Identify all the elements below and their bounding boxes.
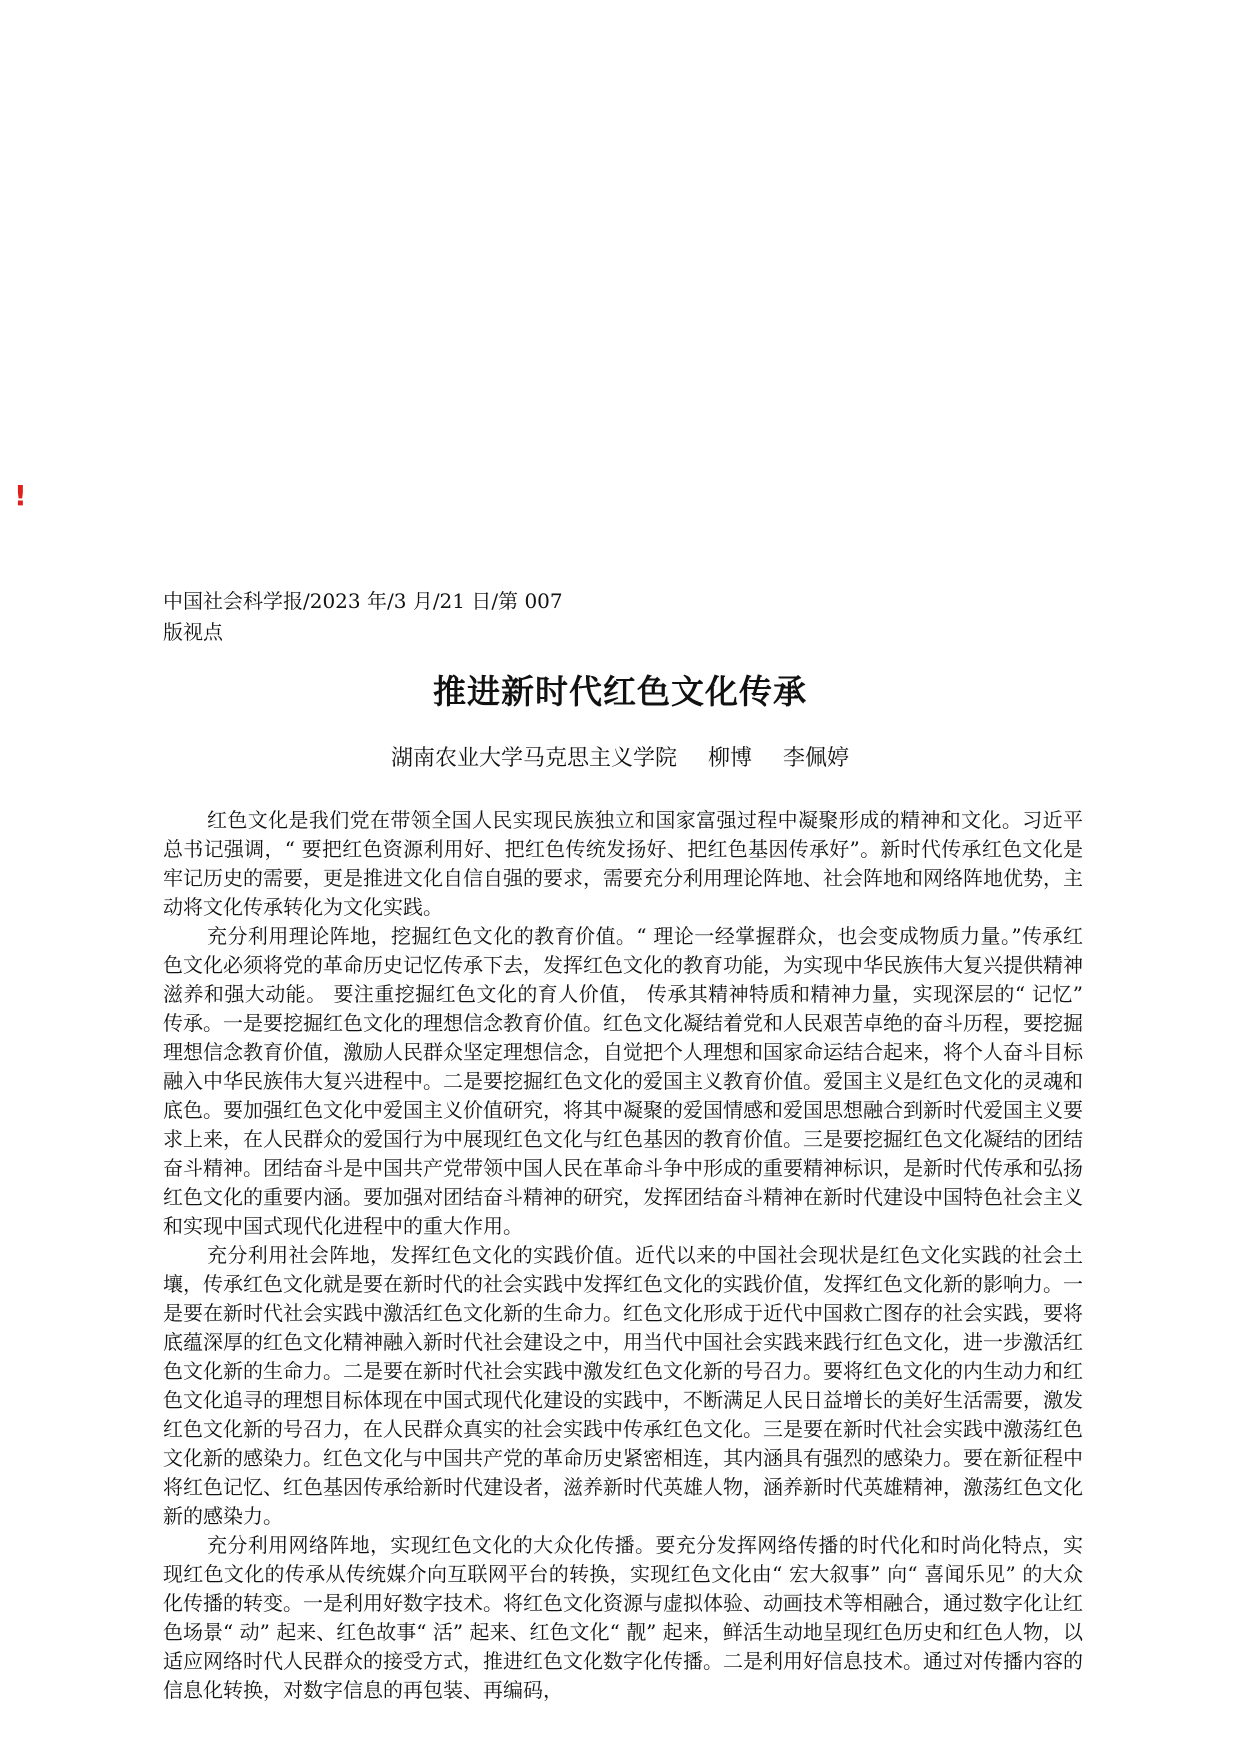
red-exclamation-mark: ! [14,479,27,512]
paragraph: 红色文化是我们党在带领全国人民实现民族独立和国家富强过程中凝聚形成的精神和文化。习近平总书记强调，“ 要把红色资源利用好、把红色传统发扬好、把红色基因传承好”。新时代传承红色文化是牢记历史的需要，更是推进文化自信自强的要求，需要充分利用理论阵地、社会阵地和网络阵地优势，主动将文化传承转化为文化实践。 [163,808,1083,919]
article-title: 推进新时代红色文化传承 [433,672,807,711]
author-name: 李佩婷 [783,746,850,771]
author-name: 柳博 [707,746,752,771]
byline [0,743,1240,775]
paragraph: 充分利用理论阵地，挖掘红色文化的教育价值。“ 理论一经掌握群众，也会变成物质力量。”传承红色文化必须将党的革命历史记忆传承下去，发挥红色文化的教育功能，为实现中华民族伟大复兴提供精神滋养和强大动能。 要注重挖掘红色文化的育人价值， 传承其精神特质和精神力量，实现深层的“ 记忆” 传承。一是要挖掘红色文化的理想信念教育价值。红色文化凝结着党和人民艰苦卓绝的奋斗历程，要挖掘理想信念教育价值，激励人民群众坚定理想信念，自觉把个人理想和国家命运结合起来，将个人奋斗目标融入中华民族伟大复兴进程中。二是要挖掘红色文化的爱国主义教育价值。爱国主义是红色文化的灵魂和底色。要加强红色文化中爱国主义价值研究，将其中凝聚的爱国情感和爱国思想融合到新时代爱国主义要求上来，在人民群众的爱国行为中展现红色文化与红色基因的教育价值。三是要挖掘红色文化凝结的团结奋斗精神。团结奋斗是中国共产党带领中国人民在革命斗争中形成的重要精神标识，是新时代传承和弘扬红色文化的重要内涵。要加强对团结奋斗精神的研究，发挥团结奋斗精神在新时代建设中国特色社会主义和实现中国式现代化进程中的重大作用。 [163,924,1083,1238]
author-affiliation: 湖南农业大学马克思主义学院 [390,746,677,771]
source-line-1: 中国社会科学报/2023 年/3 月/21 日/第 007 [163,589,563,613]
article-body [163,806,1083,1705]
source-citation [163,586,583,648]
paragraph: 充分利用社会阵地，发挥红色文化的实践价值。近代以来的中国社会现状是红色文化实践的社会土壤，传承红色文化就是要在新时代的社会实践中发挥红色文化的实践价值，发挥红色文化新的影响力。一是要在新时代社会实践中激活红色文化新的生命力。红色文化形成于近代中国救亡图存的社会实践，要将底蕴深厚的红色文化精神融入新时代社会建设之中，用当代中国社会实践来践行红色文化，进一步激活红色文化新的生命力。二是要在新时代社会实践中激发红色文化新的号召力。要将红色文化的内生动力和红色文化追寻的理想目标体现在中国式现代化建设的实践中，不断满足人民日益增长的美好生活需要，激发红色文化新的号召力，在人民群众真实的社会实践中传承红色文化。三是要在新时代社会实践中激荡红色文化新的感染力。红色文化与中国共产党的革命历史紧密相连，其内涵具有强烈的感染力。要在新征程中将红色记忆、红色基因传承给新时代建设者，滋养新时代英雄人物，涵养新时代英雄精神，激荡红色文化新的感染力。 [163,1243,1083,1528]
source-line-2: 版视点 [163,620,223,644]
paragraph: 充分利用网络阵地，实现红色文化的大众化传播。要充分发挥网络传播的时代化和时尚化特点，实现红色文化的传承从传统媒介向互联网平台的转换，实现红色文化由“ 宏大叙事” 向“ 喜闻乐见” 的大众化传播的转变。一是利用好数字技术。将红色文化资源与虚拟体验、动画技术等相融合，通过数字化让红色场景“ 动” 起来、红色故事“ 活” 起来、红色文化“ 靓” 起来，鲜活生动地呈现红色历史和红色人物，以适应网络时代人民群众的接受方式，推进红色文化数字化传播。二是利用好信息技术。通过对传播内容的信息化转换，对数字信息的再包装、再编码， [163,1533,1083,1702]
